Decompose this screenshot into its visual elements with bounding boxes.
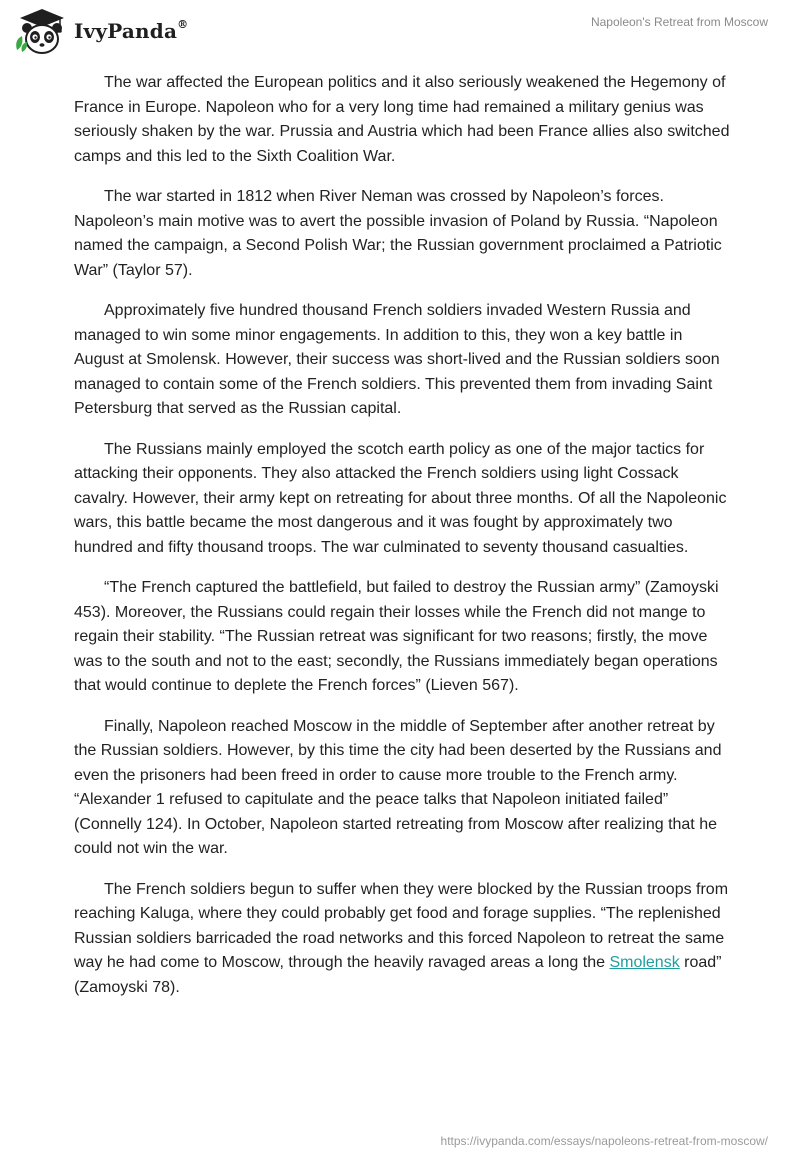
essay-body (74, 71, 734, 1016)
paragraph: The war affected the European politics and it also seriously weakened the Hegemony of France in Europe. Napoleon who for a very long time had remained a military genius was seriously shaken by the war. Prussia and Austria which had been France allies also switched camps and this led to the Sixth Coalition War. (74, 74, 730, 165)
paragraph: The war started in 1812 when River Neman was crossed by Napoleon’s forces. Napoleon’s main motive was to avert the possible invasion of Poland by Russia. “Napoleon named the campaign, a Second Polish War; the Russian government proclaimed a Patriotic War” (Taylor 57). (74, 188, 722, 279)
panda-graduate-icon (12, 6, 70, 56)
paragraph: Finally, Napoleon reached Moscow in the middle of September after another retreat by the Russian soldiers. However, by this time the city had been deserted by the Russians and even the prisoners had been freed in order to cause more trouble to the French army. “Alexander 1 refused to capitulate and the peace talks that Napoleon initiated failed” (Connelly 124). In October, Napoleon started retreating from Moscow after realizing that he could not win the war. (74, 717, 722, 857)
brand-name: IvyPanda® (74, 18, 189, 43)
paragraph: The Russians mainly employed the scotch earth policy as one of the major tactics for attacking their opponents. They also attacked the French soldiers using light Cossack cavalry. However, their army kept on retreating for about three months. Of all the Napoleonic wars, this battle became the most dangerous and it was fought by approximately two hundred and fifty thousand troops. The war culminated to seventy thousand casualties. (74, 440, 727, 556)
source-url: https://ivypanda.com/essays/napoleons-retreat-from-moscow/ (440, 1134, 768, 1148)
paragraph-text-before-link: The French soldiers begun to suffer when they were blocked by the Russian troops from reaching Kaluga, where they could probably get food and forage supplies. “The replenished Russian soldiers barricaded the road networks and this forced Napoleon to retreat the same way he had come to Moscow, through the heavily ravaged areas a long the (74, 880, 729, 971)
page-header (0, 0, 800, 60)
document-title: Napoleon's Retreat from Moscow (590, 15, 768, 29)
registered-mark: ® (177, 18, 189, 32)
paragraph-last (74, 878, 734, 1001)
paragraph: Approximately five hundred thousand French soldiers invaded Western Russia and managed to win some minor engagements. In addition to this, they won a key battle in August at Smolensk. However, their success was short-lived and the Russian soldiers soon managed to contain some of the French soldiers. This prevented them from invading Saint Petersburg that served as the Russian capital. (74, 302, 720, 417)
paragraph-text-after-link: road” (Zamoyski 78). (74, 954, 722, 996)
smolensk-link[interactable]: Smolensk (609, 954, 680, 971)
ivypanda-logo[interactable] (12, 6, 188, 56)
paragraph: “The French captured the battlefield, but failed to destroy the Russian army” (Zamoyski 453). Moreover, the Russians could regain their losses while the French did not mange to regain their stability. “The Russian retreat was significant for two reasons; firstly, the move was to the south and not to the east; secondly, the Russians immediately began operations that would continue to deplete the French forces” (Lieven 567). (74, 579, 719, 694)
